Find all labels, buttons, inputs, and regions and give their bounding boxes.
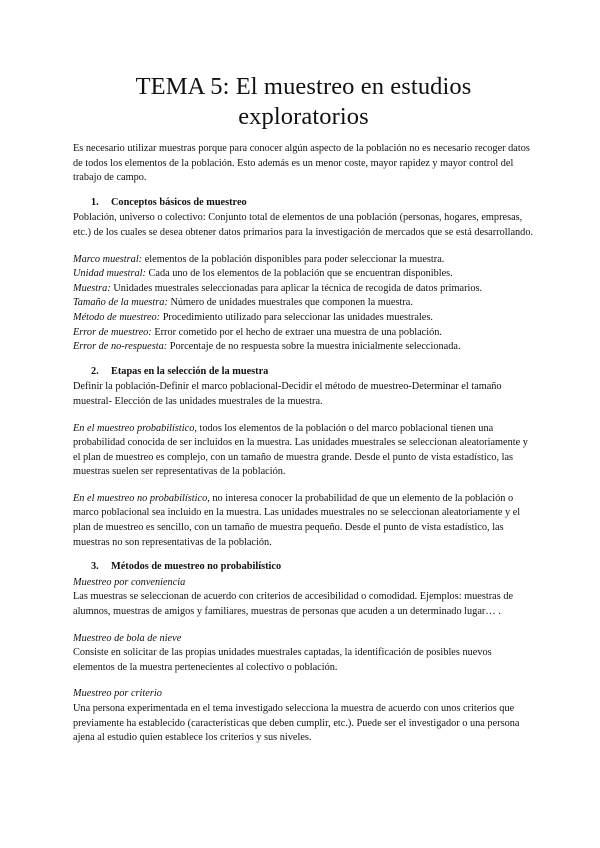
definition-term: Unidad muestral: bbox=[73, 268, 146, 280]
no-probabilistico-paragraph bbox=[73, 492, 534, 550]
method-block bbox=[73, 632, 534, 676]
definition-item bbox=[73, 311, 534, 326]
intro-paragraph: Es necesario utilizar muestras porque para conocer algún aspecto de la población no es necesario recoger datos de todos los elementos de la población. Esto además es un menor coste, mayor rapidez y mayor control del trabajo de campo. bbox=[73, 143, 530, 184]
definition-term: Método de muestreo: bbox=[73, 311, 161, 323]
no-probabilistico-term: En el muestreo no probabilístico bbox=[73, 492, 208, 504]
method-text: Las muestras se seleccionan de acuerdo con criterios de accesibilidad o comodidad. Ejemplos: muestras de alumnos, muestras de amigos y familiares, muestras de personas que acuden a un determinado lugar… . bbox=[73, 591, 514, 618]
definition-text: Porcentaje de no respuesta sobre la muestra inicialmente seleccionada. bbox=[167, 341, 461, 353]
definition-text: Unidades muestrales seleccionadas para aplicar la técnica de recogida de datos primarios. bbox=[110, 282, 483, 294]
probabilistico-term: En el muestreo probabilístico bbox=[73, 422, 195, 434]
probabilistico-text: , todos los elementos de la población o del marco poblacional tienen una probabilidad conocida de ser incluidos en la muestra. Las unidades muestrales se seleccionan aleatoriamente y el plan de muestreo es complejo, con un tamaño de muestra grande. Desde el punto de vista estadístico, las muestras suelen ser representativas de la población. bbox=[73, 422, 528, 478]
definition-text: Procedimiento utilizado para seleccionar las unidades muestrales. bbox=[160, 311, 433, 323]
section-3-title: Métodos de muestreo no probabilístico bbox=[111, 561, 282, 573]
no-probabilistico-text: , no interesa conocer la probabilidad de que un elemento de la población o marco poblacional sea incluido en la muestra. Las unidades muestrales no se seleccionan aleatoriamente y el plan de muestreo es sencillo, con un tamaño de muestra pequeño. Desde el punto de vista estadístico, las muestras no son representativas de la población. bbox=[73, 492, 521, 548]
probabilistico-paragraph bbox=[73, 422, 534, 480]
page-title: TEMA 5: El muestreo en estudios exploratorios bbox=[135, 73, 472, 130]
etapas-paragraph: Definir la población-Definir el marco poblacional-Decidir el método de muestreo-Determinar el tamaño muestral- Elección de las unidades muestrales de la muestra. bbox=[73, 381, 502, 407]
definition-text: elementos de la población disponibles para poder seleccionar la muestra. bbox=[142, 253, 445, 265]
definition-text: Error cometido por el hecho de extraer una muestra de una población. bbox=[151, 326, 442, 338]
definitions-list bbox=[73, 253, 534, 355]
definition-text: Número de unidades muestrales que componen la muestra. bbox=[167, 297, 413, 309]
definition-term: Tamaño de la muestra: bbox=[73, 297, 168, 309]
method-title: Muestreo de bola de nieve bbox=[73, 632, 182, 644]
definition-text: Cada uno de los elementos de la población que se encuentran disponibles. bbox=[145, 268, 453, 280]
section-1-title: Conceptos básicos de muestreo bbox=[111, 196, 247, 208]
section-1-heading bbox=[73, 196, 534, 211]
definition-item bbox=[73, 340, 534, 355]
method-block bbox=[73, 687, 534, 745]
method-text: Una persona experimentada en el tema investigado selecciona la muestra de acuerdo con unos criterios que previamente ha establecido (características que deben cumplir, etc.). Puede ser el investigador o una persona ajena al estudio quien establece los criterios y sus niveles. bbox=[73, 703, 520, 744]
section-3-number: 3. bbox=[91, 561, 99, 573]
poblacion-paragraph: Población, universo o colectivo: Conjunto total de elementos de una población (personas, hogares, empresas, etc.) de los cuales se desea obtener datos primarios para la investigación de mercados que se está desarrollando. bbox=[73, 212, 534, 238]
definition-item bbox=[73, 326, 534, 341]
section-1-number: 1. bbox=[91, 196, 99, 208]
method-title: Muestreo por criterio bbox=[73, 688, 162, 700]
definition-term: Error de no-respuesta: bbox=[73, 341, 168, 353]
method-text: Consiste en solicitar de las propias unidades muestrales captadas, la identificación de posibles nuevos elementos de la muestra pertenecientes al colectivo o población. bbox=[73, 647, 492, 673]
definition-term: Muestra: bbox=[73, 282, 111, 294]
definition-item bbox=[73, 296, 534, 311]
section-2-number: 2. bbox=[91, 365, 99, 377]
section-2-title: Etapas en la selección de la muestra bbox=[111, 365, 269, 377]
section-3-heading bbox=[73, 560, 534, 575]
section-2-heading bbox=[73, 365, 534, 380]
method-title: Muestreo por conveniencia bbox=[73, 576, 186, 588]
definition-item bbox=[73, 282, 534, 297]
definition-item bbox=[73, 267, 534, 282]
definition-term: Error de muestreo: bbox=[73, 326, 152, 338]
method-block bbox=[73, 576, 534, 620]
definition-term: Marco muestral: bbox=[73, 253, 143, 265]
definition-item bbox=[73, 253, 534, 268]
